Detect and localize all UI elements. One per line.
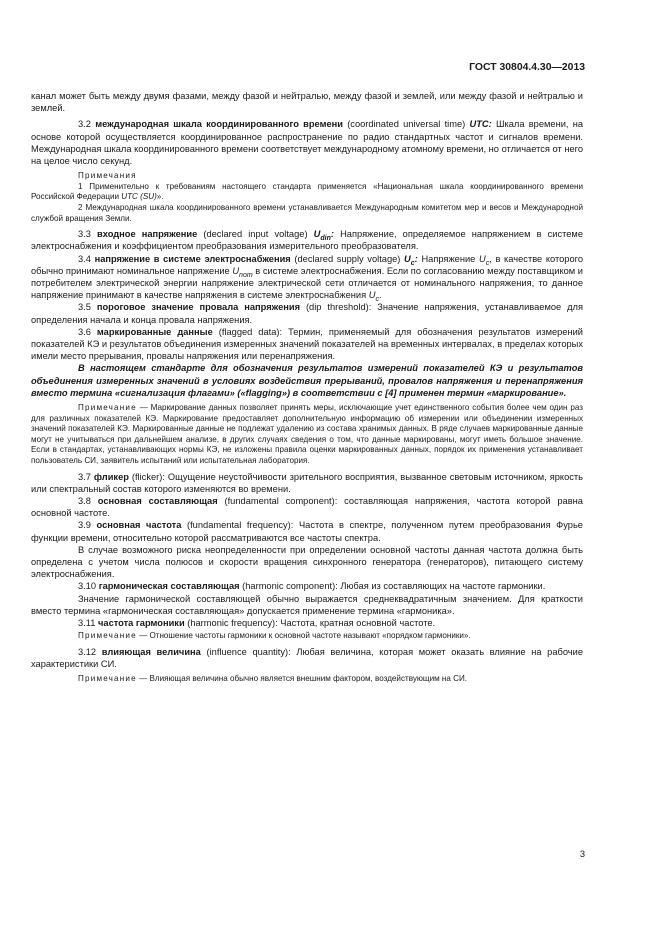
- note-3-11: Примечание — Отношение частоты гармоники к основной частоте называют «порядком гармоники».: [78, 631, 471, 641]
- term-3-5: 3.5 пороговое значение провала напряжения (dip threshold): Значение напряжения, устанавливаемое для определения начала и конца провала напряжения.: [31, 302, 583, 325]
- paragraph-3-9-extra: В случае возможного риска неопределенности при определении основной частоты данная частота должна быть определена с учетом числа полюсов и скорости вращения синхронного генератора (генераторов), питающего систему электроснабжения.: [31, 544, 583, 580]
- notes-heading: Примечания: [78, 171, 137, 181]
- term-3-11: 3.11 частота гармоники (harmonic frequency): Частота, кратная основной частоте.: [78, 618, 436, 629]
- term-3-12: 3.12 влияющая величина (influence quantity): Любая величина, которая может оказать влияние на рабочие характеристики СИ.: [31, 646, 583, 670]
- term-symbol: $U_c$:: [404, 253, 418, 267]
- term-3-8: 3.8 основная составляющая (fundamental component): составляющая напряжения, частота которой равна основной частоте.: [31, 496, 583, 519]
- term-number: 3.2: [78, 119, 91, 130]
- term-english: (coordinated universal time): [347, 119, 466, 130]
- term-name: международная шкала координированного времени: [95, 119, 343, 130]
- note-2: 2 Международная шкала координированного времени устанавливается Международным комитетом мер и весов и Международной службой вращения Земли.: [31, 203, 583, 223]
- document-body: [31, 90, 583, 685]
- term-symbol: UTC:: [469, 119, 492, 130]
- note-1: 1 Применительно к требованиям настоящего стандарта применяется «Национальная шкала координированного времени Российской Федерации UTC (SU)».: [31, 181, 583, 202]
- paragraph-3-10-extra: Значение гармонической составляющей обычно выражается среднеквадратичным значением. Для краткости вместо термина «гармоническая составляющая» допускается применение термина «гармоника».: [31, 593, 583, 616]
- term-definition: Шкала времени, на основе которой осуществляется координированное распространение по радио стандартных частот и сигналов времени. Международная шкала координированного времени соответствует международному атомному времени, но отличается от него на целое число секунд.: [31, 119, 584, 167]
- term-3-6: 3.6 маркированные данные (flagged data): Термин, применяемый для обозначения результатов измерений показателей КЭ и результатов объединения измеренных значений показателей на временных интервалах, в пределах которых имели место прерывания, провалы напряжения или перенапряжения.: [31, 326, 583, 362]
- note-3-12: Примечание — Влияющая величина обычно является внешним фактором, воздействующим на СИ.: [78, 674, 468, 684]
- term-3-4: 3.4 напряжение в системе электроснабжения (declared supply voltage) $U_c$: Напряжение $U_c$, в качестве которого обычно принимают номинальное напряжение $U_{nom}$ в системе электроснабжения. Если по согласованию между поставщиком и потребителем электрической энергии напряжение электрической сети отличается от номинального напряжения, то данное напряжение принимают в качестве напряжения в системе электроснабжения $U_c$.: [31, 253, 584, 304]
- term-3-3: 3.3 входное напряжение (declared input voltage) $U_{din}$: Напряжение, определяемое напряжением в системе электроснабжения и коэффициентом преобразования измерительного преобразователя.: [31, 229, 583, 252]
- term-3-10: 3.10 гармоническая составляющая (harmonic component): Любая из составляющих на частоте гармоники.: [78, 581, 546, 592]
- emphasis-paragraph: В настоящем стандарте для обозначения результатов измерений показателей КЭ и результатов объединения измеренных значений в условиях воздействия прерываний, провалов напряжения и перенапряжения вместо термина «сигнализация флагами» («flagging») в соответствии с [4] применен термин «маркирование».: [31, 363, 583, 398]
- term-3-7: 3.7 фликер (flicker): Ощущение неустойчивости зрительного восприятия, вызванное световым источником, яркость или спектральный состав которого изменяются во времени.: [31, 471, 584, 494]
- term-symbol: $U_{din}$:: [313, 229, 334, 243]
- term-3-2: [31, 118, 583, 167]
- note-3-6: Примечание — Маркирование данных позволяет принять меры, исключающие учет единственного события более чем один раз для различных показателей КЭ. Маркирование предоставляет дополнительную информацию об измерении или объединении измеренных значений показателей КЭ. Маркированные данные не подлежат удалению из состава хранимых данных. В ряде случаев маркированные данные могут не учитываться при дальнейшем анализе, в других случаях сведения о том, что данные маркированы, могут иметь большое значение. Если в стандартах, устанавливающих нормы КЭ, не изложены правила оценки маркированных данных, порядок их применения устанавливает пользователь СИ, заявитель испытаний или испытательная лаборатория.: [31, 403, 584, 465]
- term-3-9: 3.9 основная частота (fundamental frequency): Частота в спектре, полученном путем преобразования Фурье функции времени, относительно которой рассматриваются все частоты спектра.: [31, 520, 583, 543]
- paragraph-continued: канал может быть между двумя фазами, между фазой и нейтралью, между фазой и землей, или между фазой и нейтралью и землей.: [31, 91, 583, 114]
- page-number: 3: [579, 849, 585, 859]
- document-header: ГОСТ 30804.4.30—2013: [469, 62, 585, 73]
